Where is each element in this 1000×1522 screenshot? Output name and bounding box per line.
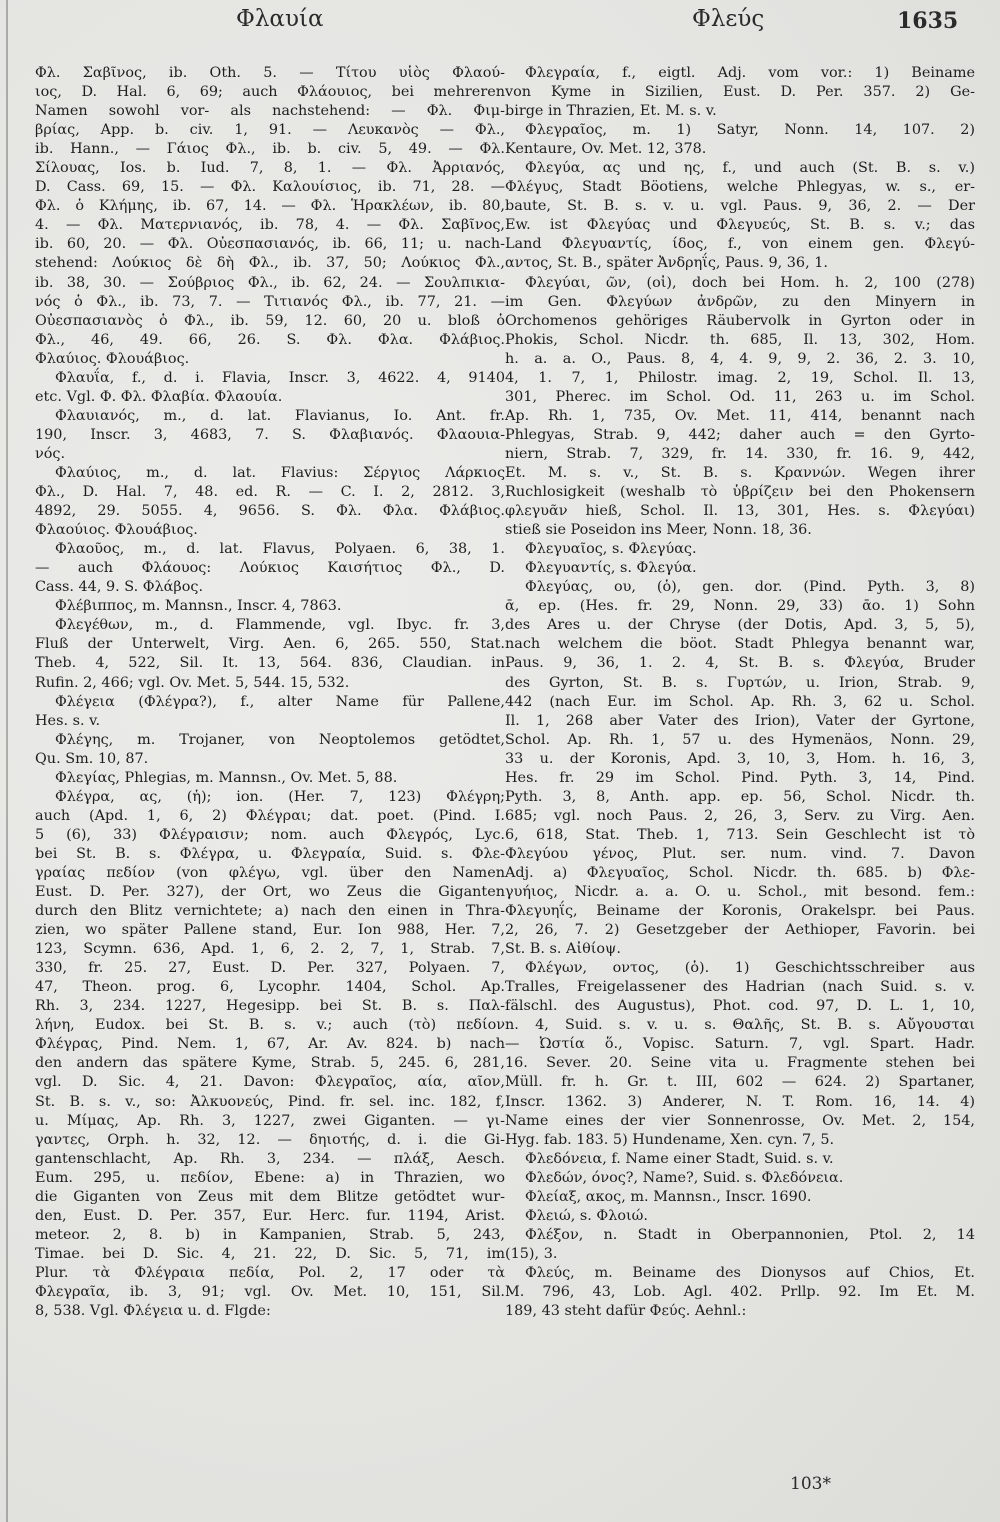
text-line: Namen sowohl vor- als nachstehend: — Φλ. Φιμ- [35, 103, 505, 120]
text-line: Theb. 4, 522, Sil. It. 13, 564. 836, Claudian. in [35, 655, 505, 672]
text-line: Rufin. 2, 466; vgl. Ov. Met. 5, 544. 15, 532. [35, 674, 350, 691]
text-line: 190, Inscr. 3, 4683, 7. S. Φλαβιανός. Φλαουια- [35, 426, 505, 443]
text-line: von Kyme in Sizilien, Eust. D. Per. 357. 2) Ge- [505, 84, 975, 101]
entry-first-line: Φλέγων, οντος, (ὁ). 1) Geschichtsschreiber aus [525, 960, 975, 977]
text-line: ib. 60, 20. — Φλ. Οὐεσπασιανός, ib. 66, 11; u. nach- [35, 236, 505, 253]
text-line: des Ares u. der Chryse (der Dotis, Apd. 3, 5, 5), [505, 617, 975, 634]
text-line: νός. [35, 445, 66, 462]
text-line: Ew. ist Φλεγύας und Φλεγυεύς, St. B. s. v.; das [505, 217, 975, 234]
text-line: ib. 38, 30. — Σούβριος Φλ., ib. 62, 24. — Σουλπικια- [35, 274, 505, 291]
text-line: Name eines der vier Sonnenrosse, Ov. Met. 2, 154, [505, 1112, 975, 1129]
text-line: Phokis, Schol. Nicdr. th. 685, Il. 13, 302, Hom. [505, 331, 975, 348]
text-line: Phlegyas, Strab. 9, 442; daher auch = den Gyrto- [505, 426, 975, 443]
left-column [35, 64, 505, 1321]
text-line: Adj. a) Φλεγυαῖος, Schol. Nicdr. th. 685. b) Φλε- [505, 864, 975, 881]
text-line: nach welchem die böot. Stadt Phlegya benannt war, [505, 636, 975, 653]
text-line: auch (Apd. 1, 6, 2) Φλέγραι; dat. poet. (Pind. I. [35, 807, 505, 824]
text-line: 2, 26, 7. 2) Gesetzgeber der Aethioper, Favorin. bei [505, 922, 975, 939]
text-line: (15), 3. [505, 1245, 558, 1262]
entry-first-line: Φλέγης, m. Trojaner, von Neoptolemos getödtet, [55, 731, 505, 748]
right-column [505, 64, 975, 1321]
text-line: Hes. s. v. [35, 712, 101, 729]
text-line: ᾱ, ep. (Hes. fr. 29, Nonn. 29, 33) ᾱο. 1) Sohn [505, 598, 975, 615]
text-line: Φλ. ὁ Κλήμης, ib. 67, 14. — Φλ. Ἡρακλέων, ib. 80, [35, 198, 505, 215]
text-line: γαντες, Orph. h. 32, 12. — δηιοτής, d. i. die Gi- [35, 1131, 505, 1148]
entry-first-line: Φλαυΐα, f., d. i. Flavia, Inscr. 3, 4622. 4, 9140 [55, 369, 505, 386]
text-line: νός ὁ Φλ., ib. 73, 7. — Τιτιανός Φλ., ib. 77, 21. — [35, 293, 505, 310]
text-line: γυήιος, Nicdr. a. a. O. u. Schol., mit besond. fem.: [505, 884, 975, 901]
entry-first-line: Φλαυιανός, m., d. lat. Flavianus, Io. Ant. fr. [55, 407, 505, 424]
text-line: baute, St. B. s. v. u. vgl. Paus. 9, 36, 2. — Der [505, 198, 975, 215]
page-number: 1635 [897, 8, 959, 34]
text-line: den, Eust. D. Per. 357, Eur. Herc. fur. 1194, Arist. [35, 1207, 505, 1224]
entry-first-line: Φλεδόνεια, f. Name einer Stadt, Suid. s. v. [525, 1150, 834, 1167]
entry-first-line: Φλέβιππος, m. Mannsn., Inscr. 4, 7863. [55, 598, 342, 615]
entry-first-line: Φλεγυαῖος, s. Φλεγύας. [525, 541, 697, 558]
text-line: 301, Pherec. im Schol. Od. 11, 263 u. im Schol. [505, 388, 975, 405]
text-line: Φλεγύου γένος, Plut. ser. num. vind. 7. Davon [505, 845, 975, 862]
text-line: Φλέγρας, Pind. Nem. 1, 67, Ar. Av. 824. b) nach [35, 1036, 505, 1053]
text-line: 685; vgl. noch Paus. 2, 26, 3, Serv. zu Virg. Aen. [505, 807, 975, 824]
entry-first-line: Φλειώ, s. Φλοιώ. [525, 1207, 648, 1224]
entry-first-line: Φλαύιος, m., d. lat. Flavius: Σέργιος Λάρκιος [55, 464, 505, 481]
text-line: St. B. s. Αἰθίοψ. [505, 941, 621, 958]
text-line: Σίλουας, Ios. b. Iud. 7, 8, 1. — Φλ. Ἀρριανός, [35, 160, 505, 177]
text-line: des Gyrton, St. B. s. Γυρτών, u. Irion, Strab. 9, [505, 674, 975, 691]
text-line: — auch Φλάουος: Λούκιος Καισήτιος Φλ., D. [35, 560, 505, 577]
text-line: stieß sie Poseidon ins Meer, Nonn. 18, 36. [505, 522, 812, 539]
signature-mark: 103* [790, 1474, 831, 1494]
text-line: Eust. D. Per. 327), der Ort, wo Zeus die Giganten [35, 884, 505, 901]
text-line: 189, 43 steht dafür Φεύς. Aehnl.: [505, 1303, 747, 1320]
text-line: Schol. Ap. Rh. 1, 57 u. des Hymenäos, Nonn. 29, [505, 731, 975, 748]
text-line: h. a. a. O., Paus. 8, 4, 4. 9, 9, 2. 36, 2. 3. 10, [505, 350, 975, 367]
text-line: birge in Thrazien, Et. M. s. v. [505, 103, 717, 120]
running-head-right: Φλεύς [692, 6, 765, 32]
entry-first-line: Φλέγεια (Φλέγρα?), f., alter Name für Pallene, [55, 693, 505, 710]
text-line: die Giganten von Zeus mit dem Blitze getödtet wur- [35, 1188, 505, 1205]
text-line: Cass. 44, 9. S. Φλάβος. [35, 579, 204, 596]
text-line: zien, wo später Pallene stand, Eur. Ion 988, Her. 7, [35, 922, 505, 939]
entry-first-line: Φλεγραία, f., eigtl. Adj. vom vor.: 1) Beiname [525, 65, 975, 81]
entry-first-line: Φλέξον, n. Stadt in Oberpannonien, Ptol. 2, 14 [525, 1226, 975, 1243]
text-line: fälschl. des Augustus), Phot. cod. 97, D. L. 1, 10, [505, 998, 975, 1015]
text-line: 16. Sever. 20. Seine vita u. Fragmente stehen bei [505, 1055, 975, 1072]
text-line: im Gen. Φλεγύων ἀνδρῶν, zu den Minyern in [505, 293, 975, 310]
text-line: 8, 538. Vgl. Φλέγεια u. d. Flgde: [35, 1303, 271, 1320]
text-line: D. Cass. 69, 15. — Φλ. Καλουίσιος, ib. 71, 28. — [35, 179, 505, 196]
text-line: 47, Theon. prog. 6, Lycophr. 1404, Schol. Ap. [35, 979, 505, 996]
text-line: M. 796, 43, Lob. Agl. 402. Prllp. 92. Im Et. M. [505, 1284, 975, 1300]
text-line: Φλαύιος. Φλουάβιος. [35, 350, 190, 367]
text-line: Eum. 295, u. πεδίον, Ebene: a) in Thrazien, wo [35, 1169, 505, 1186]
text-line: u. Μίμας, Ap. Rh. 3, 1227, zwei Giganten. — γι- [35, 1112, 505, 1129]
text-line: Φλ., 46, 49. 66, 26. S. Φλ. Φλα. Φλάβιος. [35, 331, 505, 348]
text-line: Inscr. 1362. 3) Anderer, N. T. Rom. 16, 14. 4) [505, 1093, 975, 1110]
text-line: φλεγυᾶν hieß, Schol. Il. 13, 301, Hes. s. Φλεγύαι) [505, 503, 975, 520]
text-line: niern, Strab. 7, 329, fr. 14. 330, fr. 16. 9, 442, [505, 445, 975, 462]
text-line: Plur. τὰ Φλέγραια πεδία, Pol. 2, 17 oder τὰ [35, 1264, 505, 1281]
text-line: Hyg. fab. 183. 5) Hundename, Xen. cyn. 7, 5. [505, 1131, 835, 1148]
entry-first-line: Φλεγύας, ου, (ὁ), gen. dor. (Pind. Pyth. 3, 8) [525, 579, 975, 596]
text-line: n. 4, Suid. s. v. u. s. Θαλῆς, St. B. s. Αὔγουσται [505, 1017, 975, 1034]
text-line: ib. Hann., — Γάιος Φλ., ib. b. civ. 5, 49. — Φλ. [35, 141, 505, 158]
entry-first-line: Φλεγίας, Phlegias, m. Mannsn., Ov. Met. 5, 88. [55, 769, 398, 786]
text-line: ιος, D. Hal. 6, 69; auch Φλάουιος, bei mehreren [35, 84, 505, 101]
entry-first-line: Φλεγυαντίς, s. Φλεγύα. [525, 560, 697, 577]
text-line: 4, 1. 7, 1, Philostr. imag. 2, 19, Schol. Il. 13, [505, 369, 975, 386]
text-line: Ruchlosigkeit (weshalb τὸ ὑβρίζειν bei den Phokensern [505, 484, 975, 501]
text-line: λήνη, Eudox. bei St. B. s. v.; auch (τὸ) πεδίον [35, 1017, 505, 1034]
text-line: Timae. bei D. Sic. 4, 21. 22, D. Sic. 5, 71, im [35, 1245, 505, 1262]
text-line: Pyth. 3, 8, Anth. app. ep. 56, Schol. Nicdr. th. [505, 788, 975, 805]
text-line: Orchomenos gehöriges Räubervolk in Gyrton oder in [505, 312, 975, 329]
text-line: 4. — Φλ. Ματερνιανός, ib. 78, 4. — Φλ. Σαβῖνος, [35, 217, 505, 234]
text-line: 5 (6), 33) Φλέγραισιν; nom. auch Φλεγρός, Lyc. [35, 826, 505, 843]
text-line: etc. Vgl. Φ. Φλ. Φλαβία. Φλαουία. [35, 388, 283, 405]
text-line: γραίας πεδίον (von φλέγω, vgl. über den Namen [35, 864, 505, 881]
text-line: Rh. 3, 234. 1227, Hegesipp. bei St. B. s. Παλ- [35, 998, 505, 1015]
text-line: gantenschlacht, Ap. Rh. 3, 234. — πλάξ, Aesch. [35, 1150, 505, 1167]
entry-first-line: Φλεγύαι, ῶν, (οἱ), doch bei Hom. h. 2, 100 (278) [525, 274, 975, 291]
entry-first-line: Φλεύς, m. Beiname des Dionysos auf Chios, Et. [525, 1264, 975, 1281]
text-line: Kentaure, Ov. Met. 12, 378. [505, 141, 707, 158]
text-line: 4892, 29. 5055. 4, 9656. S. Φλ. Φλα. Φλάβιος. [35, 503, 505, 520]
text-line: Fluß der Unterwelt, Virg. Aen. 6, 265. 550, Stat. [35, 636, 505, 653]
text-line: Φλέγυς, Stadt Böotiens, welche Phlegyas, w. s., er- [505, 179, 975, 196]
text-line: durch den Blitz vernichtete; a) nach den einen in Thra- [35, 903, 505, 920]
text-line: 33 u. der Koronis, Apd. 3, 10, 3, Hom. h. 16, 3, [505, 750, 975, 767]
text-line: bei St. B. s. Φλέγρα, u. Φλεγραία, Suid. s. Φλε- [35, 845, 505, 862]
text-line: 442 (nach Eur. im Schol. Ap. Rh. 3, 62 u. Schol. [505, 693, 975, 710]
entry-first-line: Φλεγύα, ας und ης, f., und auch (St. B. s. v.) [525, 160, 975, 177]
text-line: Il. 1, 268 aber Vater des Irion), Vater der Gyrtone, [505, 712, 975, 729]
text-line: 123, Scymn. 636, Apd. 1, 6, 2. 2, 7, 1, Strab. 7, [35, 941, 505, 958]
text-line: Paus. 9, 36, 1. 2. 4, St. B. s. Φλεγύα, Bruder [505, 655, 975, 672]
text-line: Ap. Rh. 1, 735, Ov. Met. 11, 414, benannt nach [505, 407, 975, 424]
text-line: 330, fr. 25. 27, Eust. D. Per. 327, Polyaen. 7, [35, 960, 505, 977]
entry-first-line: Φλέγρα, ας, (ἡ); ion. (Her. 7, 123) Φλέγρη; [55, 788, 505, 805]
text-line: meteor. 2, 8. b) in Kampanien, Strab. 5, 243, [35, 1226, 505, 1243]
text-line: βρίας, App. b. civ. 1, 91. — Λευκανὸς — Φλ., [35, 122, 505, 139]
text-line: Φλεγραῖα, ib. 3, 91; vgl. Ov. Met. 10, 151, Sil. [35, 1284, 505, 1300]
text-line: Οὐεσπασιανὸς ὁ Φλ., ib. 59, 12. 60, 20 u. bloß ὁ [35, 312, 505, 329]
text-line: Φλ. Σαβῖνος, ib. Oth. 5. — Τίτου υἱὸς Φλαού- [35, 65, 505, 81]
text-line: αντος, St. B., später Ἀνδρηΐς, Paus. 9, 36, 1. [505, 255, 828, 272]
text-line: Et. M. s. v., St. B. s. Κραννών. Wegen ihrer [505, 464, 975, 481]
text-line: 6, 618, Stat. Theb. 1, 713. Sein Geschlecht ist τὸ [505, 826, 975, 843]
entry-first-line: Φλεγέθων, m., d. Flammende, vgl. Ibyc. fr. 3, [55, 617, 505, 634]
text-line: den andern das spätere Kyme, Strab. 5, 245. 6, 281, [35, 1055, 505, 1072]
text-line: stehend: Λούκιος δὲ δὴ Φλ., ib. 37, 50; Λούκιος Φλ., [35, 255, 505, 272]
text-line: vgl. D. Sic. 4, 21. Davon: Φλεγραῖος, αία, αῖον, [35, 1074, 505, 1091]
text-line: Qu. Sm. 10, 87. [35, 750, 149, 767]
text-line: Land Φλεγυαντίς, ίδος, f., von einem gen. Φλεγύ- [505, 236, 975, 253]
text-line: Hes. fr. 29 im Schol. Pind. Pyth. 3, 14, Pind. [505, 769, 975, 786]
text-line: Φλεγυηΐς, Beiname der Koronis, Orakelspr. bei Paus. [505, 903, 975, 920]
text-line: St. B. s. v., so: Ἀλκυονεύς, Pind. fr. sel. inc. 182, f, [35, 1093, 505, 1110]
text-line: Φλ., D. Hal. 7, 48. ed. R. — C. I. 2, 2812. 3, [35, 484, 505, 501]
text-line: Müll. fr. h. Gr. t. III, 602 — 624. 2) Spartaner, [505, 1074, 975, 1091]
entry-first-line: Φλαοῦος, m., d. lat. Flavus, Polyaen. 6, 38, 1. [55, 541, 505, 558]
entry-first-line: Φλείαξ, ακος, m. Mannsn., Inscr. 1690. [525, 1188, 812, 1205]
binding-edge [6, 0, 8, 1522]
entry-first-line: Φλεγραῖος, m. 1) Satyr, Nonn. 14, 107. 2) [525, 122, 975, 139]
text-line: Tralles, Freigelassener des Hadrian (nach Suid. s. v. [505, 979, 975, 996]
text-line: Φλαούιος. Φλουάβιος. [35, 522, 198, 539]
running-head-left: Φλαυία [236, 6, 324, 32]
entry-first-line: Φλεδών, όνος?, Name?, Suid. s. Φλεδόνεια. [525, 1169, 844, 1186]
text-line: — Ὠστία ὅ., Vopisc. Saturn. 7, vgl. Spart. Hadr. [505, 1036, 975, 1053]
